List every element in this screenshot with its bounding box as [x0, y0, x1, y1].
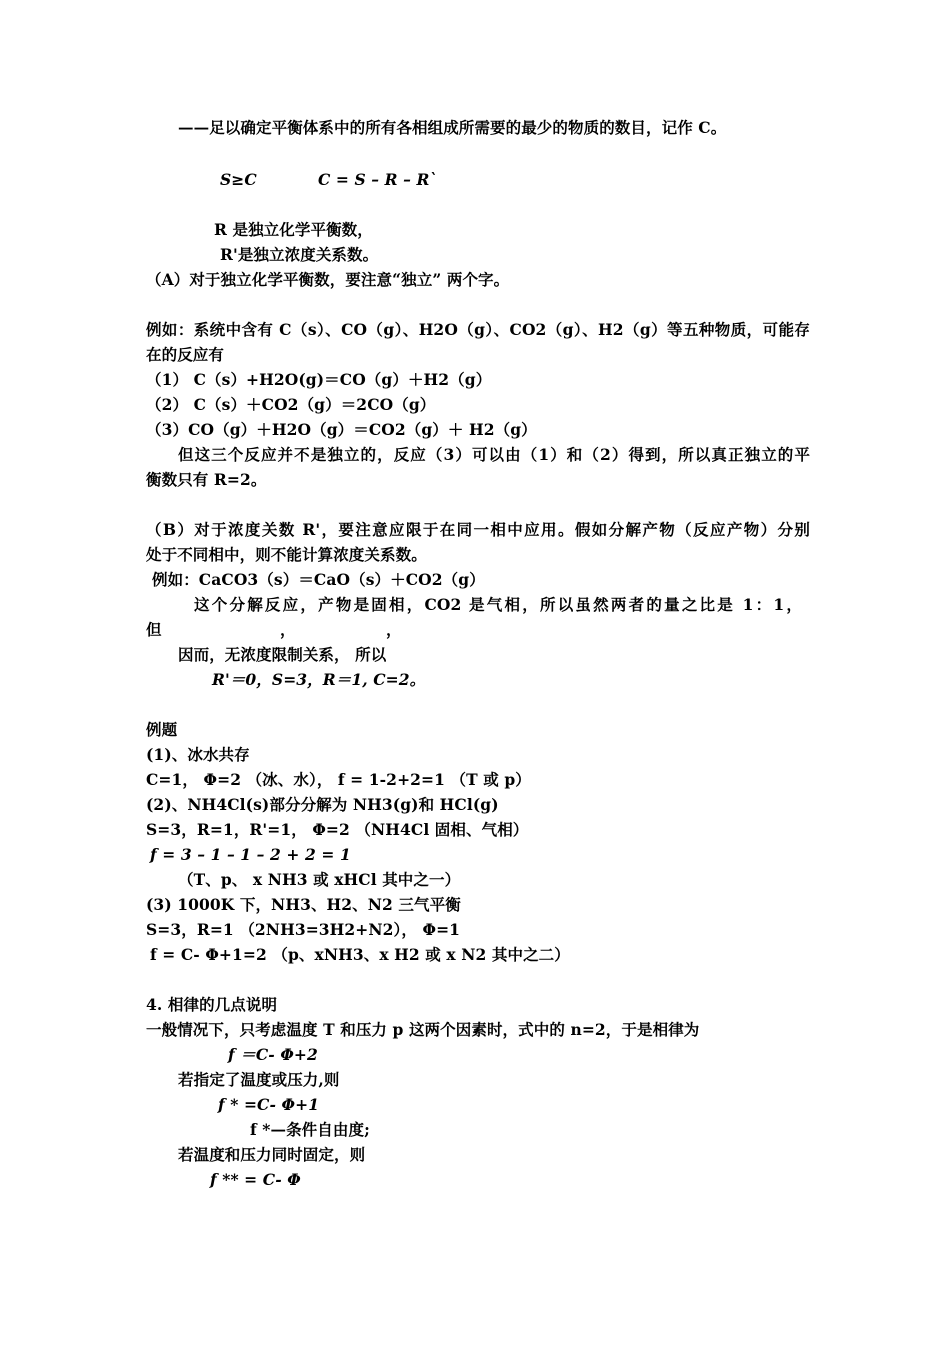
example-1-title: (1)、冰水共存 — [146, 745, 250, 764]
example-intro-line2: 在的反应有 — [146, 345, 225, 364]
section-b-line2: 处于不同相中，则不能计算浓度关系数。 — [146, 545, 427, 564]
component-formula: C = S – R – R` — [318, 170, 438, 189]
example-2-variables: （T、p、 x NH3 或 xHCl 其中之一） — [178, 870, 461, 889]
independence-note-line2: 衡数只有 R=2。 — [146, 470, 267, 489]
reaction-1: （1） C（s）+H2O(g)＝CO（g）＋H2（g） — [146, 370, 492, 389]
example-intro-line1: 例如：系统中含有 C（s）、CO（g）、H2O（g）、CO2（g）、H2（g）等五种物质，可能存 — [146, 320, 810, 339]
decomposition-note: 这个分解反应，产物是固相，CO2 是气相，所以虽然两者的量之比是 1：1， — [194, 595, 803, 614]
fixed-t-and-p-note: 若温度和压力同时固定，则 — [178, 1145, 366, 1164]
example-1-formula: C=1， Φ=2 （冰、水）， f = 1-2+2=1 （T 或 p） — [146, 770, 531, 789]
double-conditional-formula: f ** = C- Φ — [210, 1170, 301, 1189]
r-definition: R 是独立化学平衡数， — [214, 220, 373, 239]
no-concentration-constraint: 因而，无浓度限制关系， 所以 — [178, 645, 387, 664]
independence-note-line1: 但这三个反应并不是独立的，反应（3）可以由（1）和（2）得到，所以真正独立的平 — [178, 445, 810, 464]
reaction-2: （2） C（s）＋CO2（g）＝2CO（g） — [146, 395, 436, 414]
caco3-result: R'＝0，S=3，R＝1, C=2。 — [212, 670, 426, 689]
reaction-3: （3）CO（g）＋H2O（g）＝CO2（g）＋ H2（g） — [146, 420, 537, 439]
example-2-formula: f = 3 – 1 – 1 – 2 + 2 = 1 — [150, 845, 351, 864]
phase-rule-formula: f ＝C- Φ+2 — [228, 1045, 318, 1064]
fixed-t-or-p-note: 若指定了温度或压力,则 — [178, 1070, 340, 1089]
section-b-line1: （B）对于浓度关数 R'，要注意应限于在同一相中应用。假如分解产物（反应产物）分别 — [146, 520, 810, 539]
section-4-intro: 一般情况下，只考虑温度 T 和压力 p 这两个因素时，式中的 n=2，于是相律为 — [146, 1020, 700, 1039]
section-a-heading: （A）对于独立化学平衡数，要注意“独立” 两个字。 — [146, 270, 510, 289]
inequality-formula: S≥C — [220, 170, 257, 189]
section-4-heading: 4. 相律的几点说明 — [146, 995, 278, 1014]
example-3-title: (3) 1000K 下，NH3、H2、N2 三气平衡 — [146, 895, 461, 914]
conditional-freedom-note: f *—条件自由度; — [250, 1120, 370, 1139]
comma-2: ， — [386, 620, 402, 639]
caco3-example: 例如：CaCO3（s）＝CaO（s）＋CO2（g） — [152, 570, 485, 589]
example-3-formula: f = C- Φ+1=2 （p、xNH3、x H2 或 x N2 其中之二） — [150, 945, 570, 964]
example-3-values: S=3，R=1 （2NH3=3H2+N2）， Φ=1 — [146, 920, 461, 939]
examples-heading: 例题 — [146, 720, 178, 739]
conditional-formula: f * =C- Φ+1 — [218, 1095, 320, 1114]
example-2-title: (2)、NH4Cl(s)部分分解为 NH3(g)和 HCl(g) — [146, 795, 499, 814]
example-2-values: S=3，R=1，R'=1， Φ=2 （NH4Cl 固相、气相） — [146, 820, 529, 839]
comma-1: ， — [280, 620, 296, 639]
r-prime-definition: R'是独立浓度关系数。 — [220, 245, 379, 264]
but-word: 但 — [146, 620, 162, 639]
definition-line: ——足以确定平衡体系中的所有各相组成所需要的最少的物质的数目，记作 C。 — [178, 118, 727, 137]
